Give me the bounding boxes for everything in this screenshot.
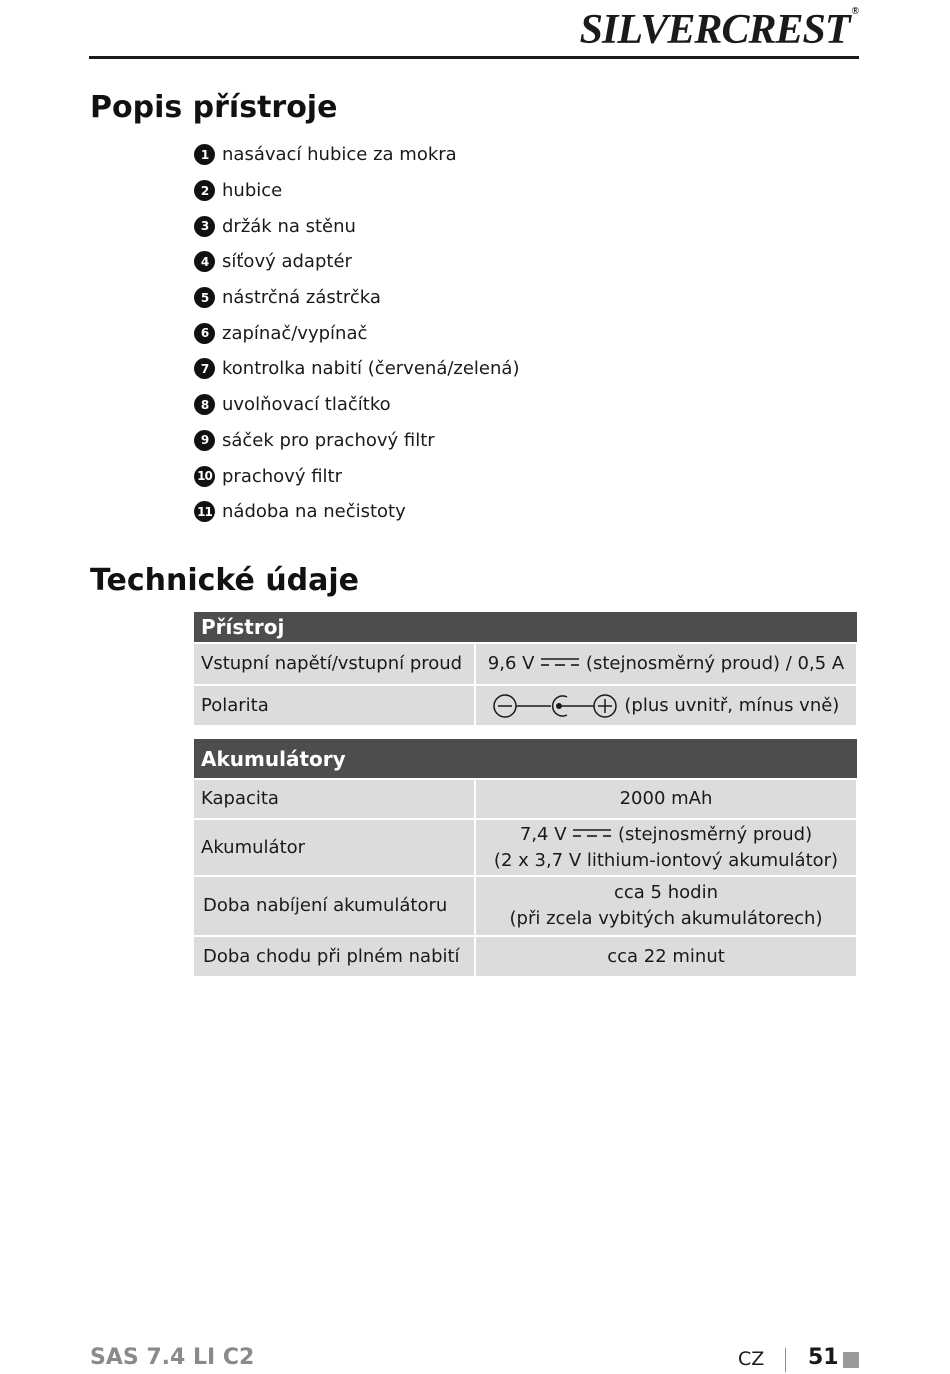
- spec-label: Polarita: [194, 685, 475, 726]
- item-label: nádoba na nečistoty: [222, 501, 406, 523]
- spec-value: [475, 819, 857, 876]
- table-row: [194, 936, 857, 977]
- polarity-text: (plus uvnitř, mínus vně): [624, 694, 840, 716]
- polarity-icon: [493, 692, 619, 720]
- page-number: 51: [808, 1345, 839, 1370]
- list-item: [194, 423, 519, 459]
- spec-value: cca 22 minut: [475, 936, 857, 977]
- dc-current-icon: [572, 827, 612, 839]
- footer-model: SAS 7.4 LI C2: [90, 1345, 255, 1370]
- list-item: [194, 387, 519, 423]
- item-label: nasávací hubice za mokra: [222, 144, 457, 166]
- table-row: [194, 685, 857, 726]
- item-label: zapínač/vypínač: [222, 322, 368, 344]
- spec-value: 2000 mAh: [475, 779, 857, 819]
- spec-label: Kapacita: [194, 779, 475, 819]
- charge-time: cca 5 hodin: [614, 882, 718, 903]
- item-label: nástrčná zástrčka: [222, 287, 381, 309]
- table-heading-batteries: Akumulátory: [194, 739, 857, 779]
- item-label: prachový filtr: [222, 465, 342, 487]
- footer-divider: [785, 1348, 786, 1372]
- battery-composition: (2 x 3,7 V lithium-iontový akumulátor): [493, 849, 839, 871]
- item-label: kontrolka nabití (červená/zelená): [222, 358, 520, 380]
- header-rule: [89, 56, 859, 59]
- item-number-badge: 7: [194, 358, 215, 379]
- item-number-badge: 6: [194, 323, 215, 344]
- voltage-value: 7,4 V: [519, 823, 567, 845]
- item-number-badge: 3: [194, 216, 215, 237]
- item-number-badge: 8: [194, 394, 215, 415]
- spec-label: Doba chodu při plném nabití: [194, 936, 475, 977]
- registered-mark: ®: [851, 6, 858, 17]
- list-item: [194, 173, 519, 209]
- item-label: sáček pro prachový filtr: [222, 429, 435, 451]
- spec-label: Vstupní napětí/vstupní proud: [194, 643, 475, 685]
- item-number-badge: 2: [194, 180, 215, 201]
- list-item: [194, 280, 519, 316]
- list-item: [194, 351, 519, 387]
- footer-language: CZ: [738, 1348, 765, 1370]
- list-item: [194, 315, 519, 351]
- section-title-technical: Technické údaje: [90, 563, 360, 598]
- list-item: [194, 208, 519, 244]
- item-number-badge: 10: [194, 466, 215, 487]
- item-label: síťový adaptér: [222, 251, 352, 273]
- charge-time-note: (při zcela vybitých akumulátorech): [509, 908, 823, 929]
- device-spec-table: [194, 612, 858, 727]
- current-value: (stejnosměrný proud) / 0,5 A: [585, 653, 845, 674]
- table-row: [194, 819, 857, 876]
- logo-text-crest: CREST: [721, 7, 850, 53]
- spec-label: Akumulátor: [194, 819, 475, 876]
- battery-spec-table: [194, 739, 858, 978]
- list-item: [194, 137, 519, 173]
- dc-current-icon: [540, 656, 580, 668]
- section-title-description: Popis přístroje: [90, 90, 338, 125]
- table-heading-device: Přístroj: [194, 612, 857, 643]
- logo-text-silver: SILVER: [579, 7, 722, 53]
- current-type: (stejnosměrný proud): [618, 823, 813, 845]
- silvercrest-logo: [580, 6, 858, 54]
- list-item: [194, 458, 519, 494]
- table-row: [194, 779, 857, 819]
- item-label: držák na stěnu: [222, 215, 356, 237]
- page-marker-square-icon: [843, 1352, 859, 1368]
- table-row: [194, 643, 857, 685]
- parts-list: [194, 137, 519, 530]
- list-item: [194, 494, 519, 530]
- spec-value: [475, 643, 857, 685]
- item-number-badge: 5: [194, 287, 215, 308]
- item-label: hubice: [222, 180, 283, 202]
- item-number-badge: 4: [194, 251, 215, 272]
- list-item: [194, 244, 519, 280]
- spec-value: [475, 876, 857, 936]
- item-label: uvolňovací tlačítko: [222, 394, 391, 416]
- table-row: [194, 876, 857, 936]
- item-number-badge: 1: [194, 144, 215, 165]
- item-number-badge: 9: [194, 430, 215, 451]
- item-number-badge: 11: [194, 501, 215, 522]
- spec-label: Doba nabíjení akumulátoru: [194, 876, 475, 936]
- voltage-value: 9,6 V: [487, 653, 535, 674]
- spec-value: [475, 685, 857, 726]
